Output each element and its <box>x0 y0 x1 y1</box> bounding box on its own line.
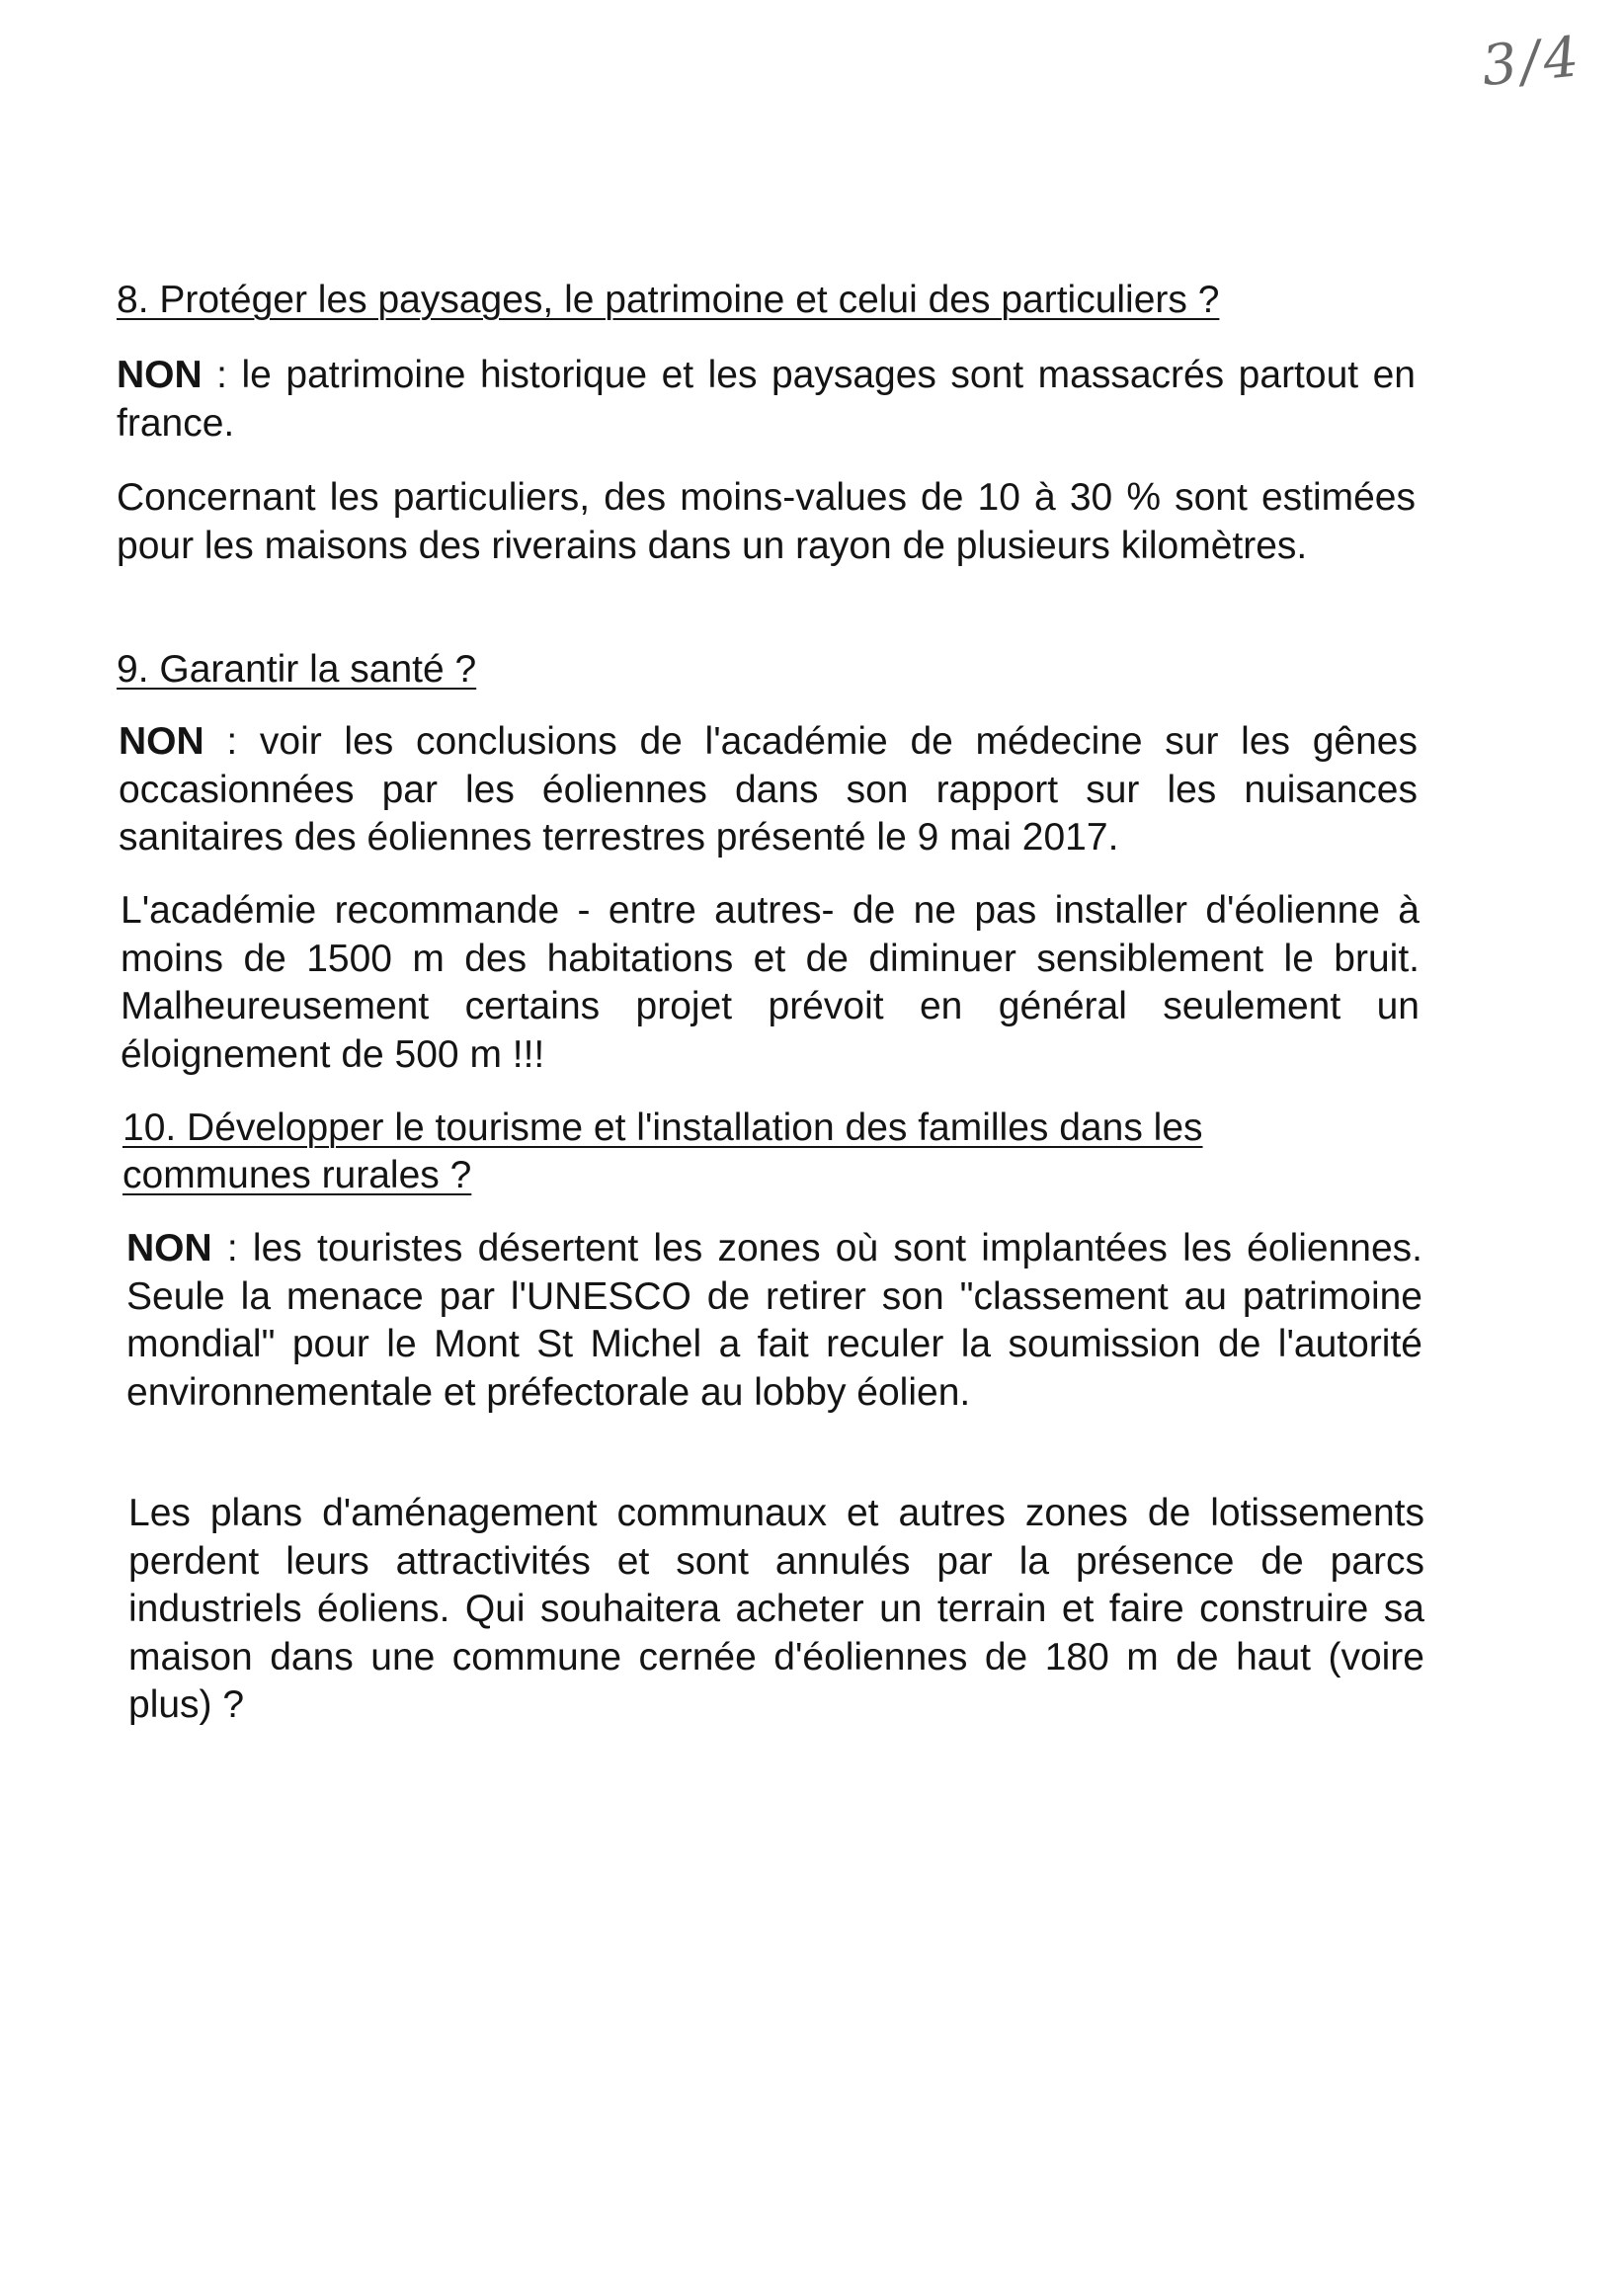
paragraph-text: : le patrimoine historique et les paysages sont massacrés partout en france. <box>117 354 1416 445</box>
paragraph-text: : voir les conclusions de l'académie de médecine sur les gênes occasionnées par les éoliennes dans son rapport sur les nuisances sanitaires des éoliennes terrestres présenté le 9 mai 2017. <box>119 720 1418 859</box>
heading-section-9: 9. Garantir la santé ? <box>117 648 477 691</box>
non-label: NON <box>117 354 203 396</box>
heading-section-8: 8. Protéger les paysages, le patrimoine et celui des particuliers ? <box>117 279 1220 321</box>
paragraph-section-10-2: Les plans d'aménagement communaux et autres zones de lotissements perdent leurs attractivités et sont annulés par la présence de parcs industriels éoliens. Qui souhaitera acheter un terrain et faire construire sa maison dans une commune cernée d'éoliennes de 180 m de haut (voire plus) ? <box>128 1492 1424 1726</box>
paragraph-section-8-2: Concernant les particuliers, des moins-values de 10 à 30 % sont estimées pour les maisons des riverains dans un rayon de plusieurs kilomètres. <box>117 476 1416 567</box>
paragraph-section-10-1 <box>126 1225 1422 1417</box>
heading-section-10: 10. Développer le tourisme et l'installation des familles dans les communes rurales ? <box>122 1106 1203 1196</box>
page-number: 3/4 <box>1478 24 1586 100</box>
paragraph-section-9-2: L'académie recommande - entre autres- de ne pas installer d'éolienne à moins de 1500 m des habitations et de diminuer sensiblement le bruit. Malheureusement certains projet prévoit en général seulement un éloignement de 500 m !!! <box>121 889 1420 1076</box>
paragraph-section-8-1 <box>117 352 1416 448</box>
paragraph-section-9-1 <box>119 718 1418 862</box>
non-label: NON <box>119 720 204 763</box>
paragraph-text: : les touristes désertent les zones où sont implantées les éoliennes. Seule la menace par l'UNESCO de retirer son "classement au patrimoine mondial" pour le Mont St Michel a fait reculer la soumission de l'autorité environnementale et préfectorale au lobby éolien. <box>126 1227 1422 1414</box>
non-label: NON <box>126 1227 212 1269</box>
